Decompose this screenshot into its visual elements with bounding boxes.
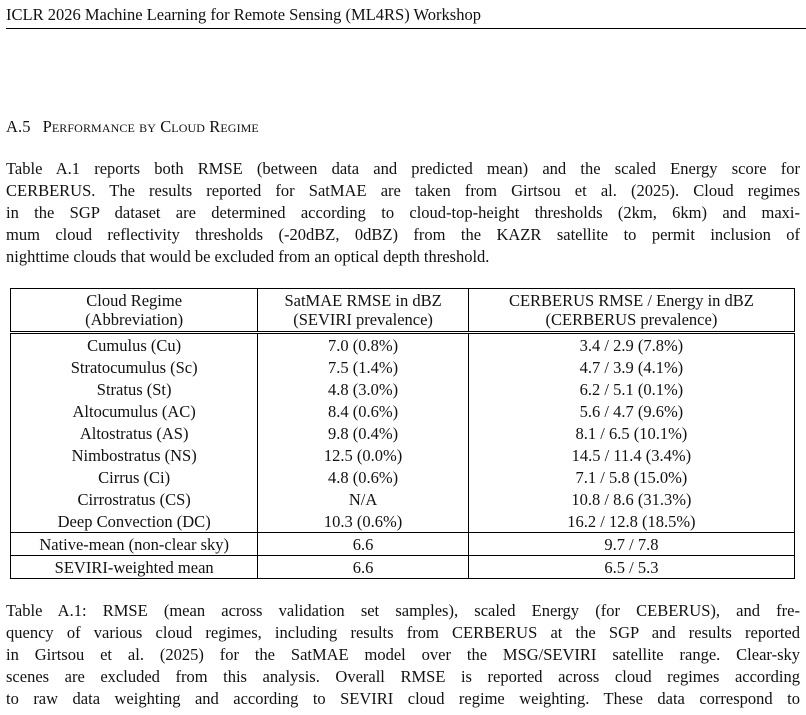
table-row <box>11 333 795 357</box>
section-number: A.5 <box>6 117 31 136</box>
cell-satmae: 6.6 <box>258 556 468 579</box>
table-row <box>11 533 795 556</box>
intro-line: nighttime clouds that would be excluded from an optical depth threshold. <box>6 247 490 266</box>
cell-regime: Nimbostratus (NS) <box>71 445 197 465</box>
cell-satmae: 6.6 <box>258 533 468 556</box>
caption-line: to raw data weighting and according to SEVIRI cloud regime weighting. These data correspond to <box>6 689 800 708</box>
cell-satmae: 9.8 (0.4%) <box>258 422 468 444</box>
table-caption <box>6 600 800 710</box>
intro-paragraph <box>6 158 800 268</box>
header-rule <box>6 28 806 29</box>
cell-regime: Stratus (St) <box>96 379 172 399</box>
cell-cerberus: 10.8 / 8.6 (31.3%) <box>468 488 794 510</box>
cell-regime: Cirrostratus (CS) <box>77 489 191 509</box>
cell-satmae: 10.3 (0.6%) <box>258 510 468 533</box>
intro-line: mum cloud reflectivity thresholds (-20dBZ, 0dBZ) from the KAZR satellite to permit inclusion of <box>6 225 800 244</box>
cell-satmae: 4.8 (3.0%) <box>258 378 468 400</box>
table-row <box>11 466 795 488</box>
table-row <box>11 444 795 466</box>
cell-regime: Cumulus (Cu) <box>87 335 182 355</box>
cell-cerberus: 7.1 / 5.8 (15.0%) <box>468 466 794 488</box>
cloud-regime-table <box>10 288 795 579</box>
cell-regime: Altostratus (AS) <box>79 423 189 443</box>
header-cloud-regime: Cloud Regime (Abbreviation) <box>11 289 258 332</box>
cell-cerberus: 8.1 / 6.5 (10.1%) <box>468 422 794 444</box>
header-satmae: SatMAE RMSE in dBZ (SEVIRI prevalence) <box>258 289 468 332</box>
cell-satmae: 12.5 (0.0%) <box>258 444 468 466</box>
section-heading <box>6 116 259 138</box>
cell-satmae: 7.5 (1.4%) <box>258 356 468 378</box>
cell-regime: SEVIRI-weighted mean <box>11 556 258 579</box>
table-row <box>11 356 795 378</box>
cell-cerberus: 5.6 / 4.7 (9.6%) <box>468 400 794 422</box>
cell-cerberus: 16.2 / 12.8 (18.5%) <box>468 510 794 533</box>
caption-line: quency of various cloud regimes, including results from CERBERUS at the SGP and results reported <box>6 623 800 642</box>
table-row <box>11 510 795 533</box>
cell-regime: Native-mean (non-clear sky) <box>11 533 258 556</box>
intro-line: in the SGP dataset are determined according to cloud-top-height thresholds (2km, 6km) and maxi- <box>6 203 800 222</box>
cell-regime: Altocumulus (AC) <box>72 401 196 421</box>
intro-line: CERBERUS. The results reported for SatMAE are taken from Girtsou et al. (2025). Cloud regimes <box>6 181 800 200</box>
intro-line: Table A.1 reports both RMSE (between data and predicted mean) and the scaled Energy score for <box>6 159 800 178</box>
cell-regime: Deep Convection (DC) <box>57 511 211 531</box>
cell-satmae: 4.8 (0.6%) <box>258 466 468 488</box>
table-row <box>11 400 795 422</box>
caption-line: scenes are excluded from this analysis. Overall RMSE is reported across cloud regimes according <box>6 667 800 686</box>
cell-cerberus: 9.7 / 7.8 <box>468 533 794 556</box>
section-title: Performance by Cloud Regime <box>42 117 259 136</box>
caption-line: in Girtsou et al. (2025) for the SatMAE model over the MSG/SEVIRI satellite range. Clear-sky <box>6 645 800 664</box>
table-row <box>11 378 795 400</box>
running-header: ICLR 2026 Machine Learning for Remote Sensing (ML4RS) Workshop <box>6 5 481 24</box>
table-row <box>11 556 795 579</box>
header-cerberus: CERBERUS RMSE / Energy in dBZ (CERBERUS prevalence) <box>468 289 794 332</box>
cell-cerberus: 14.5 / 11.4 (3.4%) <box>468 444 794 466</box>
caption-line: Table A.1: RMSE (mean across validation set samples), scaled Energy (for CEBERUS), and fre- <box>6 601 800 620</box>
table-row <box>11 422 795 444</box>
cell-cerberus: 3.4 / 2.9 (7.8%) <box>468 333 794 357</box>
table-row <box>11 488 795 510</box>
cell-cerberus: 6.2 / 5.1 (0.1%) <box>468 378 794 400</box>
cell-regime: Stratocumulus (Sc) <box>70 357 198 377</box>
cell-cerberus: 6.5 / 5.3 <box>468 556 794 579</box>
cell-satmae: N/A <box>258 488 468 510</box>
table-header-row <box>11 289 795 332</box>
cell-satmae: 7.0 (0.8%) <box>258 333 468 357</box>
cell-regime: Cirrus (Ci) <box>98 467 171 487</box>
cell-cerberus: 4.7 / 3.9 (4.1%) <box>468 356 794 378</box>
cell-satmae: 8.4 (0.6%) <box>258 400 468 422</box>
